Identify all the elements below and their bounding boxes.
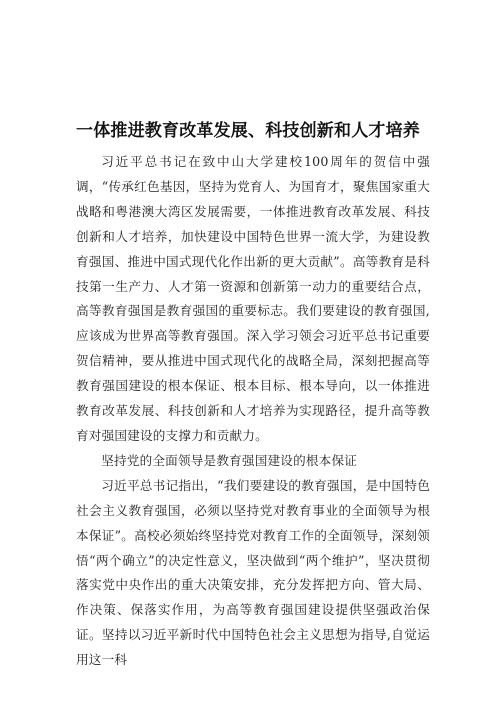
section-heading: 坚持党的全面领导是教育强国建设的根本保证	[101, 452, 358, 468]
paragraph-intro: 习近平总书记在致中山大学建校100周年的贺信中强调，“传承红色基因，坚持为党育人、为国育才，聚焦国家重大战略和粤港澳大湾区发展需要，一体推进教育改革发展、科技创新和人才培养，加快建设中国特色世界一流大学，为建设教育强国、推进中国式现代化作出新的更大贡献”。高等教育是科技第一生产力、人才第一资源和创新第一动力的重要结合点，高等教育强国是教育强国的重要标志。我们要建设的教育强国,应该成为世界高等教育强国。深入学习领会习近平总书记重要贺信精神，要从推进中国式现代化的战略全局，深刻把握高等教育强国建设的根本保证、根本目标、根本导向，以一体推进教育改革发展、科技创新和人才培养为实现路径，提升高等教育对强国建设的支撑力和贡献力。	[76, 154, 430, 443]
paragraph-party-leadership: 习近平总书记指出，“我们要建设的教育强国，是中国特色社会主义教育强国，必须以坚持党对教育事业的全面领导为根本保证”。高校必须始终坚持党对教育工作的全面领导，深刻领悟“两个确立”的决定性意义，坚决做到“两个维护”，坚决贯彻落实党中央作出的重大决策安排，充分发挥把方向、管大局、作决策、保落实作用，为高等教育强国建设提供坚强政治保证。坚持以习近平新时代中国特色社会主义思想为指导,自觉运用这一科	[76, 477, 430, 668]
article-title: 一体推进教育改革发展、科技创新和人才培养	[76, 121, 420, 141]
article-body	[76, 150, 430, 673]
